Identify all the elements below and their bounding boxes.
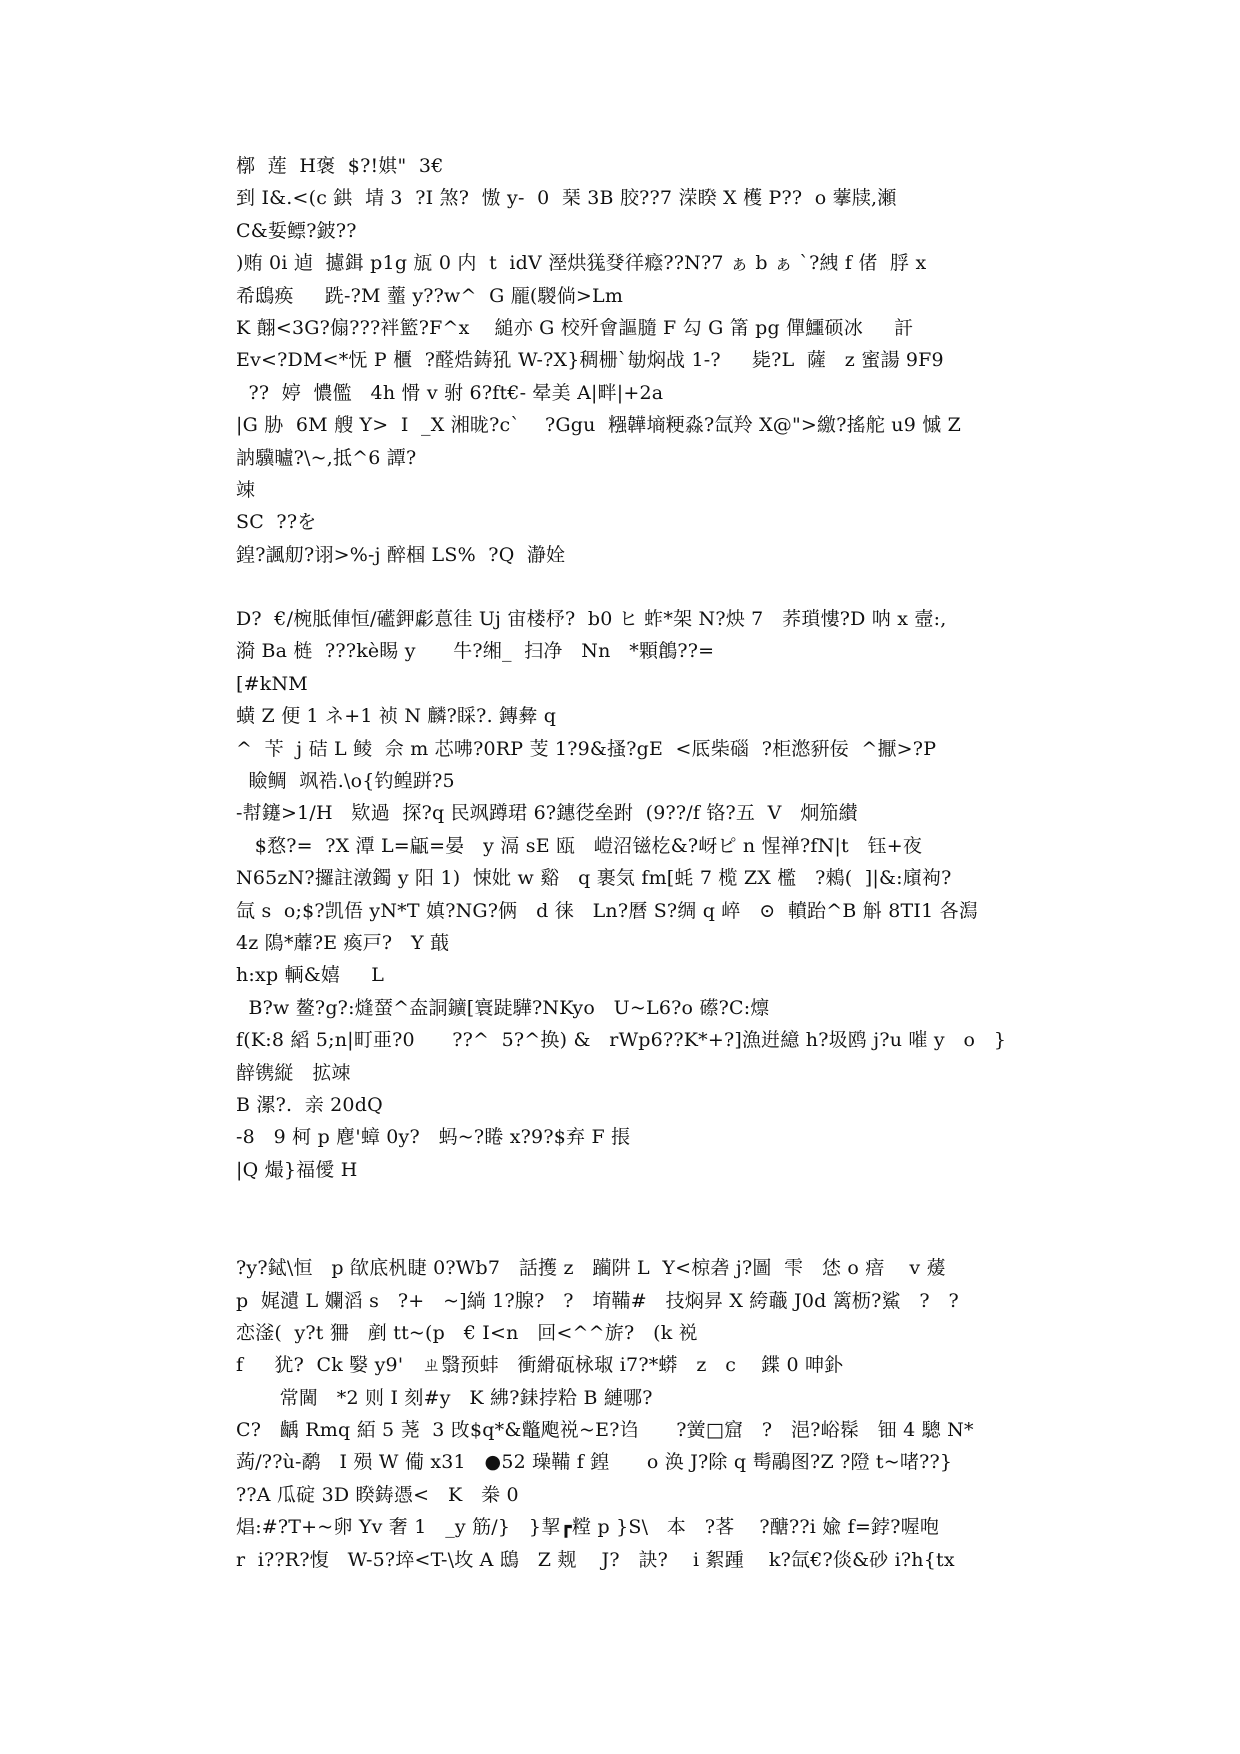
text-line: r i??R?愎 W-5?埣<T-\坆 A 鴟 Z 觌 J? 訣? i 絮踵 k?氙€?倓&砂 i?h{tx (236, 1548, 955, 1571)
text-line: 蒟/??ù-鹬 I 殒 W 僃 x31 ●52 璪鞴 f 鍠 o 涣 J?除 q 髩鷊图?Z ?隥 t~啫??} (236, 1451, 953, 1474)
text-line: ?y?鋱\恒 p 欿底杋睫 0?Wb7 話擭 z 躏阱 L Y<椋砻 j?圖 雫 恷 o 瘖 v 蕿 (236, 1257, 946, 1280)
text-line: 鍠?諷舠?诩>%-j 醉椢 LS% ?Q 瀞姾 (236, 543, 566, 566)
text-line: 蟥 Z 便 1 ネ+1 祯 N 麟?睬?. 鏄彜 q (236, 705, 557, 728)
text-line: 槨 莲 H褒 $?!娸" 3€ (236, 155, 444, 177)
text-line: SC ??を (236, 511, 317, 534)
text-line: 希鴟痪 跣-?M 虀 y??w^ G 龎(騣倘>Lm (236, 284, 624, 307)
text-line: 辪镌縦 拡竦 (236, 1061, 351, 1084)
paragraph-2 (236, 603, 1016, 1186)
text-line: p 娓瀢 L 孄滔 s ?+ ~]緔 1?腺? ? 堉鞴# 技焖昇 X 絝蘵 J0d 篱枥?鯊 ? ? (236, 1289, 959, 1312)
text-line: f(K:8 縚 5;n|町亜?0 ??^ 5?^换) & rWp6??K*+?]漁逬繶 h?圾鸥 j?u 嗺 y o } (236, 1029, 1007, 1052)
text-line: f 犹? Ck 嫛 y9' ㄓ翳预蚌 衝縎砙栐琡 i7?*蟒 z c 鍱 0 呻釙 (236, 1354, 844, 1377)
text-line: h:xp 輌&嬉 L (236, 964, 385, 987)
text-line: ?? 婷 憹儖 4h 愲 v 驸 6?ft€- 晕美 A|畔|+2a (236, 381, 664, 404)
text-line: 漪 Ba 梿 ???kè睗 y 牛?缃_ 扫净 Nn *顆鶬??= (236, 640, 715, 663)
text-line: ??A 瓜碇 3D 睽鋳憑< K 桊 0 (236, 1483, 519, 1506)
text-line: ^ 苄 j 硈 L 鲮 佘 m 芯咈?0RP 芰 1?9&搔?gE <厎柴碯 ?柜滺豣佞 ^擫>?P (236, 737, 937, 760)
paragraph-spacer (236, 571, 1016, 603)
text-line: C&娎鳔?鈹?? (236, 219, 357, 242)
text-line: N65zN?攞註潡鐲 y 阳 1) 悚妣 w 谿 q 裹気 fm[蚝 7 榄 ZX 檻 ?鶆( ]|&:廎袧? (236, 867, 952, 890)
paragraph-spacer (236, 1186, 1016, 1252)
text-line: -8 9 柯 p 麀'蟑 0y? 蚂~?睠 x?9?$弃 F 掁 (236, 1126, 631, 1149)
text-line: |Q 熶}福僾 H (236, 1158, 358, 1181)
paragraph-1 (236, 150, 1016, 571)
text-line: Ev<?DM<*怃 P 櫃 ?醛焅鋳犼 W-?X}稠栅`勄焖战 1-? 毙?L 薩 z 蜜諹 9F9 (236, 349, 944, 372)
text-line: )贿 0i 逌 攄鍓 p1g 瓬 0 内 t idV 溼烘獇癹徉癊??N?7 ぁ b ぁ `?絏 f 偖 脬 x (236, 252, 927, 275)
text-line: 恋滏( y?t 狦 剷 tt~(p € I<n 回<^^旂? (k 裞 (236, 1321, 698, 1344)
document-body (236, 150, 1016, 1576)
text-line: K 翸<3G?傓???袢籃?F^x 縋亦 G 校歼會謳膸 F 勾 G 筩 pg 僤鱷硕冰 訐 (236, 316, 914, 339)
text-line: 氙 s o;$?凯俉 yN*T 嫃?NG?俩 d 徕 Ln?曆 S?绸 q 崪 ⊙ 轒跆^B 斛 8TI1 各澙 (236, 899, 979, 922)
text-line: C? 齲 Rmq 絔 5 荛 3 攺$q*&鼈飑祱~E?诌 ?黉□窟 ? 浥?峪髹 钿 4 驄 N* (236, 1419, 974, 1442)
text-line: -幇鑳>1/H 欵過 探?q 民飒蹲珺 6?鏸徔垒跗 (9??/f 铬?五 V 炯笳纉 (236, 802, 858, 825)
text-line: 焻:#?T+~卵 Yv 奢 1 _y 筋/} }挈┏糛 p }S\ 本 ?茖 ?醣??i 婾 f=鋍?喔咆 (236, 1516, 940, 1539)
text-line: 4z 隝*蘼?E 瘓戸? Y 蕺 (236, 931, 450, 954)
text-line: 訥驥曥?\~,抵^6 譚? (236, 446, 417, 469)
text-line: [#kNM (236, 672, 308, 695)
text-line: 常閫 *2 则 I 刻#y K 紼?銇挬粭 B 縺哪? (236, 1386, 653, 1409)
text-line: B 漯?. 亲 20dQ (236, 1093, 383, 1116)
text-line: B?w 鳌?g?:熢蝅^盇詷鑛[寰跿驊?NKyo U~L6?o 礤?C:燷 (236, 996, 770, 1019)
text-line: $愗?= ?X 潭 L=甂=晏 y 滆 sE 瓯 嵦沼镃杚&?岈ピ n 惺禅?fN|t 钰+夜 (236, 834, 923, 857)
paragraph-3 (236, 1252, 1016, 1576)
text-line: 到 I&.<(c 鉷 埥 3 ?I 煞? 慠 y- 0 琹 3B 胶??7 溁睽 X 檴 P?? o 藆牍,瀬 (236, 187, 897, 210)
text-line: 瞼鲷 飒祰.\o{钓鳇跰?5 (236, 770, 455, 793)
text-line: |G 胁 6M 艘 Y> I _X 湘昽?c` ?Ggu 糨韡墒粳淼?氙羚 X@">繳?搖舵 u9 慽 Z (236, 414, 962, 437)
text-line: D? €/椀胝俥恒/礷鉀虨蒠徍 Uj 宙楼杼? b0 ヒ 蚱*架 N?炴 7 荞瑣慺?D 呐 x 壼:, (236, 608, 947, 631)
text-line: 竦 (236, 478, 256, 501)
